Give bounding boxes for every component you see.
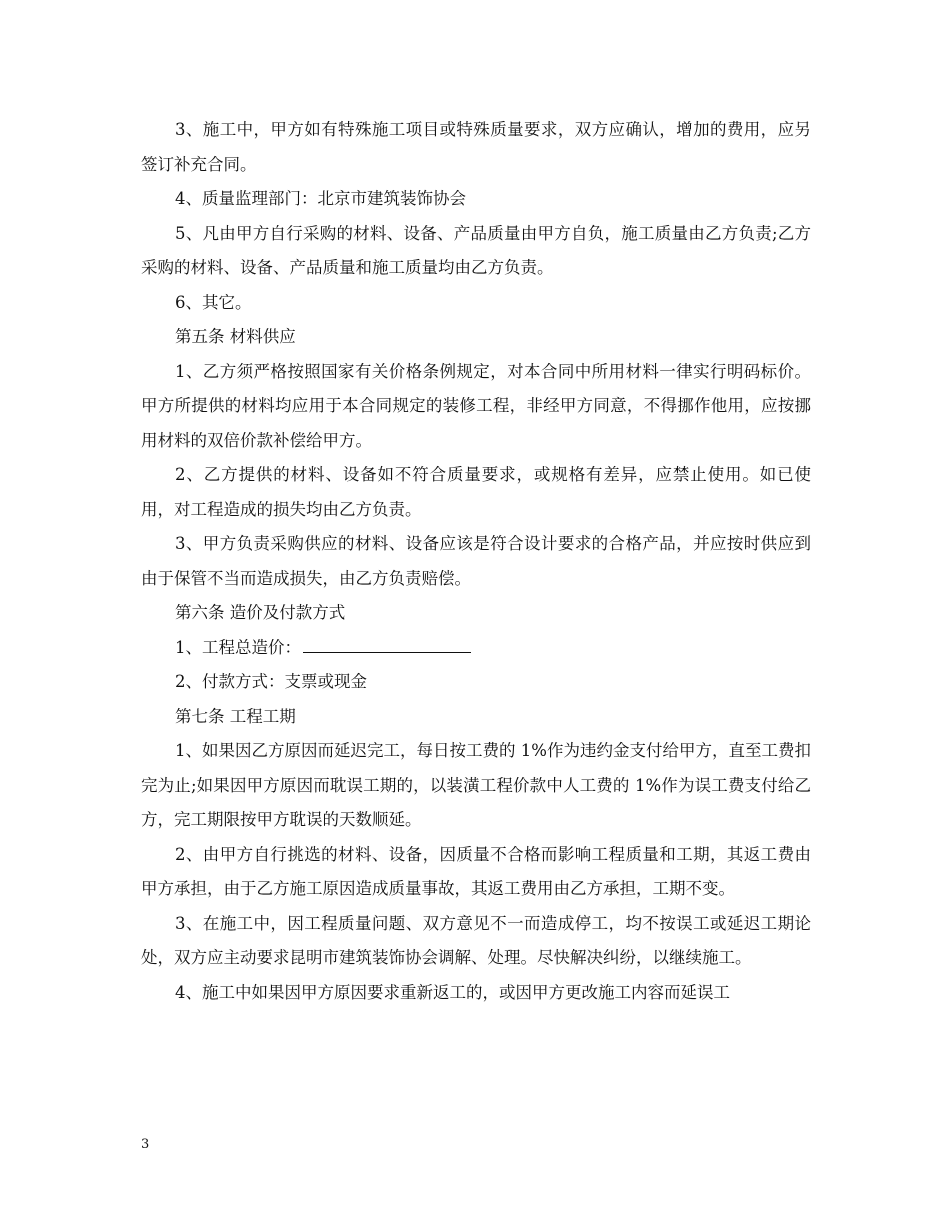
paragraph-total-cost	[141, 631, 811, 666]
paragraph-quality-responsibility: 5、凡由甲方自行采购的材料、设备、产品质量由甲方自负，施工质量由乙方负责;乙方采购的材料、设备、产品质量和施工质量均由乙方负责。	[141, 223, 811, 277]
paragraph-rework-cost: 2、由甲方自行挑选的材料、设备，因质量不合格而影响工程质量和工期，其返工费由甲方承担，由于乙方施工原因造成质量事故，其返工费用由乙方承担，工期不变。	[141, 844, 811, 898]
paragraph-dispute-mediation: 3、在施工中，因工程质量问题、双方意见不一而造成停工，均不按误工或延迟工期论处，双方应主动要求昆明市建筑装饰协会调解、处理。尽快解决纠纷，以继续施工。	[141, 913, 811, 967]
paragraph-quality-supervision: 4、质量监理部门：北京市建筑装饰协会	[175, 189, 466, 208]
paragraph-payment-method: 2、付款方式：支票或现金	[175, 672, 367, 691]
paragraph-rework-by-party-a: 4、施工中如果因甲方原因要求重新返工的，或因甲方更改施工内容而延误工	[175, 982, 730, 1002]
paragraph-party-a-materials: 3、甲方负责采购供应的材料、设备应该是符合设计要求的合格产品，并应按时供应到由于保管不当而造成损失，由乙方负责赔偿。	[141, 534, 811, 588]
article-5-heading: 第五条 材料供应	[175, 327, 296, 346]
article-7-heading: 第七条 工程工期	[175, 706, 296, 726]
paragraph-material-pricing: 1、乙方须严格按照国家有关价格条例规定，对本合同中所用材料一律实行明码标价。 甲方所提供的材料均应用于本合同规定的装修工程，非经甲方同意，不得挪作他用，应按挪用材料的双倍价款补偿给甲方。	[141, 361, 811, 450]
total-cost-label: 1、工程总造价：	[175, 637, 301, 657]
paragraph-other: 6、其它。	[175, 292, 252, 312]
article-6-heading: 第六条 造价及付款方式	[175, 603, 346, 622]
paragraph-material-quality: 2、乙方提供的材料、设备如不符合质量要求，或规格有差异，应禁止使用。如已使用，对工程造成的损失均由乙方负责。	[141, 465, 811, 519]
page-number: 3	[141, 1137, 150, 1152]
paragraph-delay-penalty: 1、如果因乙方原因而延迟完工，每日按工费的 1%作为违约金支付给甲方，直至工费扣完为止;如果因甲方原因而耽误工期的，以装潢工程价款中人工费的 1%作为误工费支付给乙方，完工期限按甲方耽误的天数顺延。	[141, 741, 811, 829]
paragraph-special-requirements: 3、施工中，甲方如有特殊施工项目或特殊质量要求，双方应确认，增加的费用，应另签订补充合同。	[141, 120, 811, 174]
total-cost-blank	[303, 634, 471, 653]
document-body	[141, 113, 811, 1010]
